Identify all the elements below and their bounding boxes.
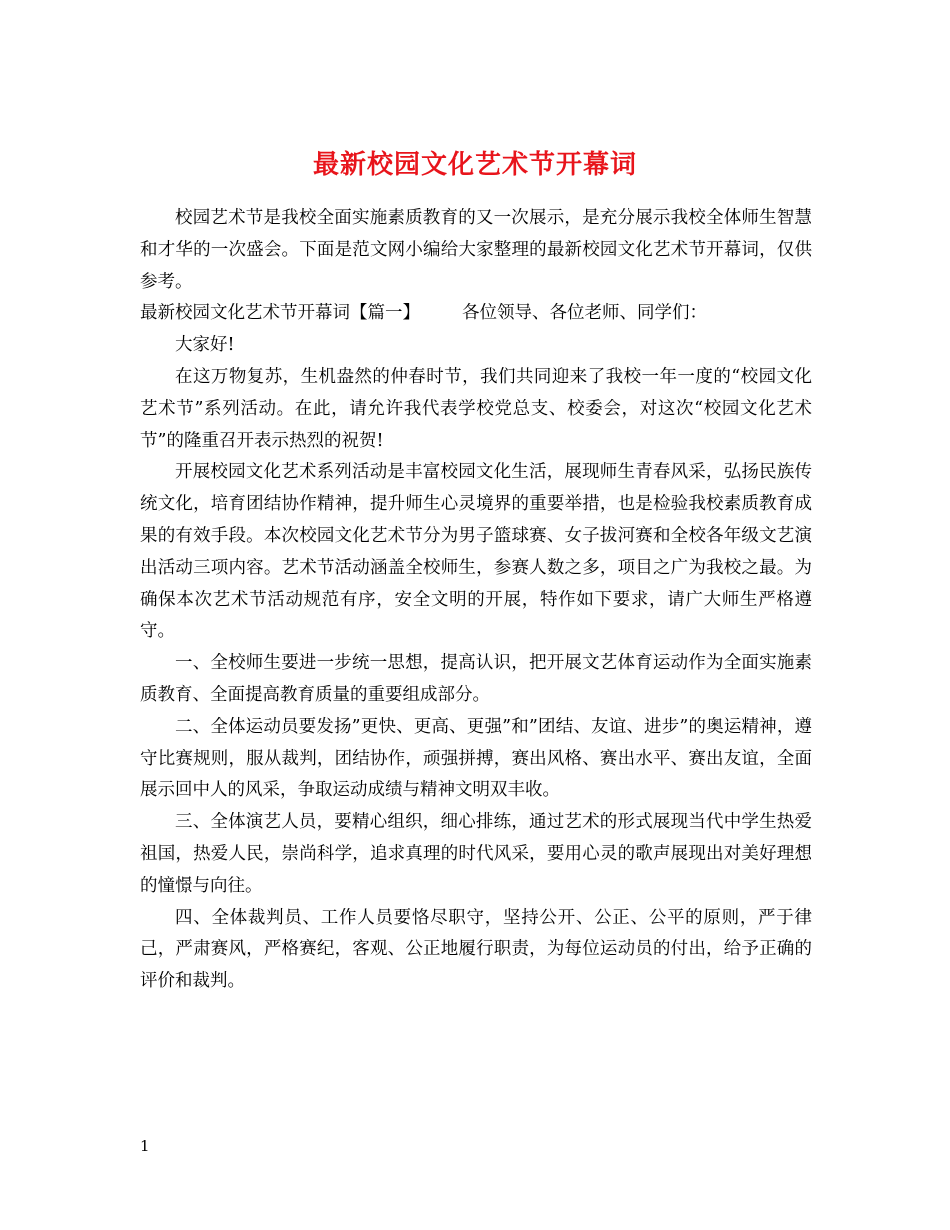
body-paragraph-3: 一、全校师生要进一步统一思想，提高认识，把开展文艺体育运动作为全面实施素质教育、全面提高教育质量的重要组成部分。: [140, 653, 812, 705]
document-body: [140, 203, 812, 998]
document-title: 最新校园文化艺术节开幕词: [312, 150, 637, 181]
body-paragraph-1: 在这万物复苏，生机盎然的仲春时节，我们共同迎来了我校一年一度的“校园文化艺术节”系列活动。在此，请允许我代表学校党总支、校委会，对这次“校园文化艺术节”的隆重召开表示热烈的祝贺!: [140, 366, 812, 451]
body-paragraph-5: 三、全体演艺人员，要精心组织，细心排练，通过艺术的形式展现当代中学生热爱祖国，热爱人民，崇尚科学，追求真理的时代风采，要用心灵的歌声展现出对美好理想的憧憬与向往。: [140, 812, 812, 896]
page-number: 1: [140, 1137, 150, 1155]
body-paragraph-4: 二、全体运动员要发扬”更快、更高、更强”和”团结、友谊、进步”的奥运精神，遵守比赛规则，服从裁判，团结协作，顽强拼搏，赛出风格、赛出水平、赛出友谊，全面展示回中人的风采，争取运动成绩与精神文明双丰收。: [140, 716, 812, 801]
body-paragraph-6: 四、全体裁判员、工作人员要恪尽职守，坚持公开、公正、公平的原则，严于律己，严肃赛风，严格赛纪，客观、公正地履行职责，为每位运动员的付出，给予正确的评价和裁判。: [140, 907, 812, 992]
greeting: 大家好!: [175, 335, 235, 356]
section-heading: 最新校园文化艺术节开幕词【篇一】: [140, 303, 420, 324]
body-paragraph-2: 开展校园文化艺术系列活动是丰富校园文化生活，展现师生青春风采，弘扬民族传统文化，培育团结协作精神，提升师生心灵境界的重要举措，也是检验我校素质教育成果的有效手段。本次校园文化艺术节分为男子篮球赛、女子拔河赛和全校各年级文艺演出活动三项内容。艺术节活动涵盖全校师生，参赛人数之多，项目之广为我校之最。为确保本次艺术节活动规范有序，安全文明的开展，特作如下要求，请广大师生严格遵守。: [140, 462, 812, 642]
salutation: 各位领导、各位老师、同学们：: [462, 303, 707, 324]
section-heading-line: [140, 298, 812, 330]
intro-paragraph: 校园艺术节是我校全面实施素质教育的又一次展示，是充分展示我校全体师生智慧和才华的一次盛会。下面是范文网小编给大家整理的最新校园文化艺术节开幕词，仅供参考。: [140, 208, 812, 292]
